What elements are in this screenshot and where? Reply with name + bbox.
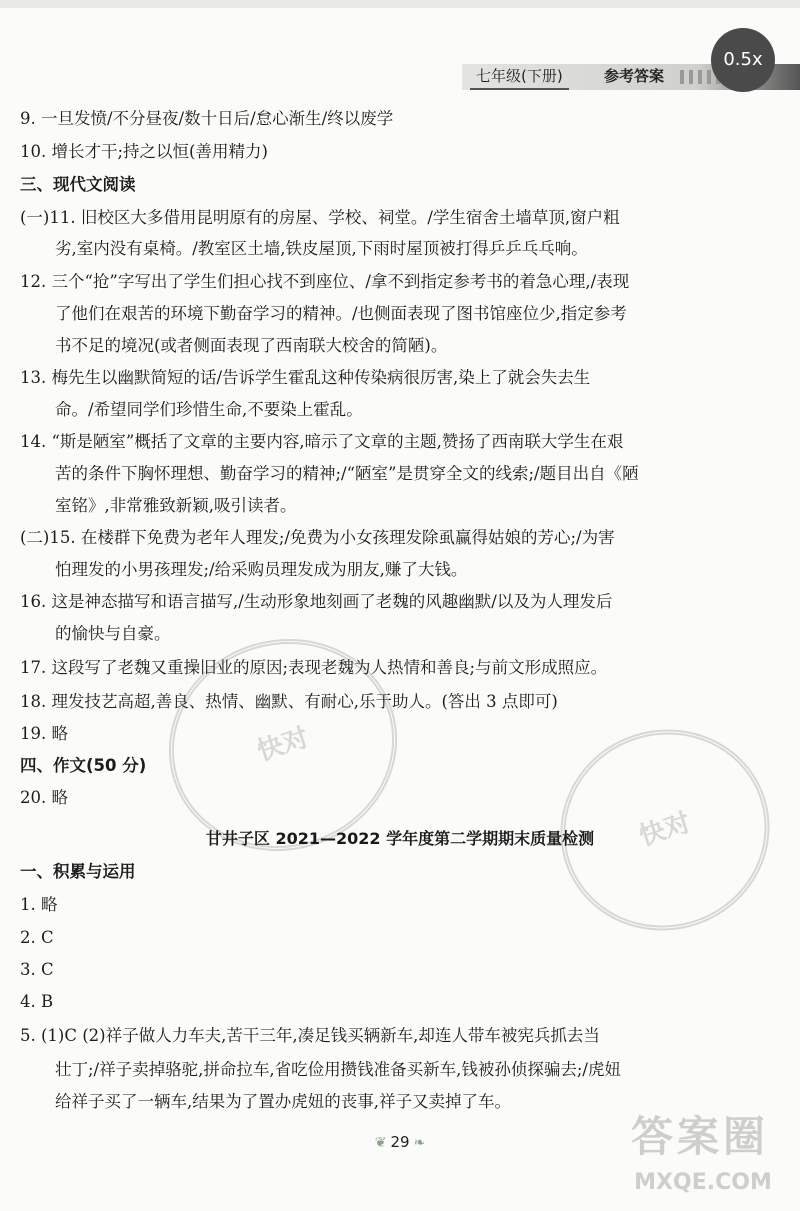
answer-20: 20. 略 xyxy=(20,788,68,807)
answer-11: (一)11. 旧校区大多借用昆明原有的房屋、学校、祠堂。/学生宿舍土墙草顶,窗户粗 xyxy=(20,208,620,227)
answer-4: 4. B xyxy=(20,992,54,1011)
header-answers-label: 参考答案 xyxy=(604,67,665,85)
answer-5-cont: 壮丁;/祥子卖掉骆驼,拼命拉车,省吃俭用攒钱准备买新车,钱被孙侦探骗去;/虎妞 xyxy=(55,1060,621,1079)
page-number: 29 xyxy=(390,1133,410,1151)
answer-12: 12. 三个“抢”字写出了学生们担心找不到座位、/拿不到指定参考书的着急心理,/表现 xyxy=(20,272,630,291)
section-heading: 三、现代文阅读 xyxy=(20,175,136,194)
header-grade: 七年级(下册) xyxy=(470,64,569,90)
answer-1: 1. 略 xyxy=(20,895,58,914)
answer-18: 18. 理发技艺高超,善良、热情、幽默、有耐心,乐于助人。(答出 3 点即可) xyxy=(20,692,558,711)
playback-speed-button[interactable]: 0.5x xyxy=(711,28,775,92)
answer-16-cont: 的愉快与自豪。 xyxy=(55,624,171,643)
leaf-right-icon: ❧ xyxy=(413,1135,426,1151)
answer-14-cont: 苦的条件下胸怀理想、勤奋学习的精神;/“陋室”是贯穿全文的线索;/题目出自《陋 xyxy=(55,464,639,483)
section-heading: 一、积累与运用 xyxy=(20,862,136,881)
watermark-stamp: 快对 xyxy=(534,702,796,957)
answer-15: (二)15. 在楼群下免费为老年人理发;/免费为小女孩理发除虱赢得姑娘的芳心;/为害 xyxy=(20,528,615,547)
answer-12-cont: 书不足的境况(或者侧面表现了西南联大校舍的简陋)。 xyxy=(55,336,448,355)
answer-3: 3. C xyxy=(20,960,54,979)
answer-9: 9. 一旦发愤/不分昼夜/数十日后/怠心渐生/终以废学 xyxy=(20,109,394,128)
answer-16: 16. 这是神态描写和语言描写,/生动形象地刻画了老魏的风趣幽默/以及为人理发后 xyxy=(20,592,613,611)
watermark-stamp: 快对 xyxy=(141,610,425,881)
answer-15-cont: 怕理发的小男孩理发;/给采购员理发成为朋友,赚了大钱。 xyxy=(55,560,468,579)
answer-5: 5. (1)C (2)祥子做人力车夫,苦干三年,凑足钱买辆新车,却连人带车被宪兵抓去当 xyxy=(20,1026,600,1045)
answer-13-cont: 命。/希望同学们珍惜生命,不要染上霍乱。 xyxy=(55,400,363,419)
exam-title: 甘井子区 2021—2022 学年度第二学期期末质量检测 xyxy=(205,829,595,848)
answer-11-cont: 劣,室内没有桌椅。/教室区土墙,铁皮屋顶,下雨时屋顶被打得乒乒乓乓响。 xyxy=(55,239,588,258)
answer-13: 13. 梅先生以幽默简短的话/告诉学生霍乱这种传染病很厉害,染上了就会失去生 xyxy=(20,368,591,387)
leaf-left-icon: ❦ xyxy=(374,1135,387,1151)
section-heading: 四、作文(50 分) xyxy=(20,756,147,775)
answer-19: 19. 略 xyxy=(20,724,68,743)
answer-12-cont: 了他们在艰苦的环境下勤奋学习的精神。/也侧面表现了图书馆座位少,指定参考 xyxy=(55,304,627,323)
answer-10: 10. 增长才干;持之以恒(善用精力) xyxy=(20,142,268,161)
answer-14-cont: 室铭》,非常雅致新颖,吸引读者。 xyxy=(55,496,297,515)
watermark-url: MXQE.COM xyxy=(634,1170,772,1195)
answer-17: 17. 这段写了老魏又重操旧业的原因;表现老魏为人热情和善良;与前文形成照应。 xyxy=(20,658,608,677)
answer-14: 14. “斯是陋室”概括了文章的主要内容,暗示了文章的主题,赞扬了西南联大学生在艰 xyxy=(20,432,624,451)
answer-5-cont: 给祥子买了一辆车,结果为了置办虎妞的丧事,祥子又卖掉了车。 xyxy=(55,1092,511,1111)
top-strip xyxy=(0,0,800,8)
answer-2: 2. C xyxy=(20,928,54,947)
watermark-logo: 答案圈 xyxy=(630,1112,769,1161)
